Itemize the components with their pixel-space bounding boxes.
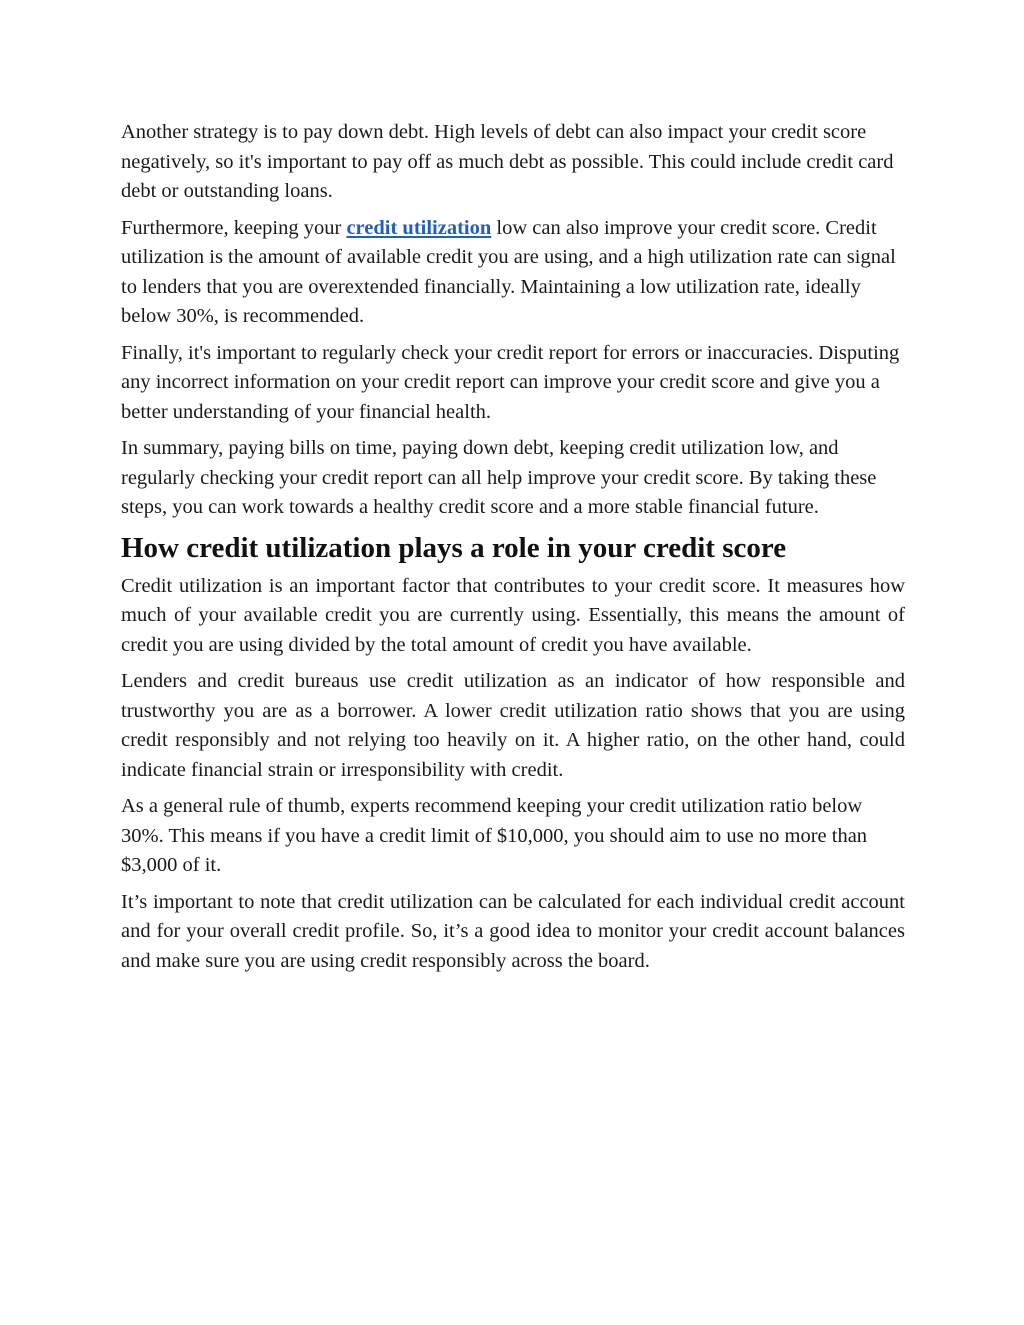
paragraph-check-credit-report: Finally, it's important to regularly check your credit report for errors or inaccuracies. Disputing any incorrect information on your credit report can improve your credit score and give you a better understanding of your financial health. (121, 341, 900, 423)
paragraph-text-before-link: Furthermore, keeping your (121, 216, 347, 239)
paragraph-utilization-definition: Credit utilization is an important factor that contributes to your credit score. It measures how much of your available credit you are currently using. Essentially, this means the amount of credit you are using divided by the total amount of credit you have available. (121, 574, 905, 656)
section-heading: How credit utilization plays a role in your credit score (121, 531, 787, 564)
paragraph-text-after-link: low can also improve your credit score. Credit utilization is the amount of available credit you are using, and a high utilization rate can signal to lenders that you are overextended financially. Maintaining a low utilization rate, ideally below 30%, is recommended. (121, 216, 896, 327)
credit-utilization-link[interactable]: credit utilization (346, 216, 492, 239)
document-body (121, 118, 905, 983)
paragraph-rule-of-thumb: As a general rule of thumb, experts recommend keeping your credit utilization ratio below 30%. This means if you have a credit limit of $10,000, you should aim to use no more than $3,000 of it. (121, 795, 868, 876)
paragraph-credit-utilization-intro (121, 214, 905, 332)
paragraph-summary: In summary, paying bills on time, paying down debt, keeping credit utilization low, and regularly checking your credit report can all help improve your credit score. By taking these steps, you can work towards a healthy credit score and a more stable financial future. (121, 437, 877, 518)
paragraph-lenders-indicator: Lenders and credit bureaus use credit utilization as an indicator of how responsible and trustworthy you are as a borrower. A lower credit utilization ratio shows that you are using credit responsibly and not relying too heavily on it. A higher ratio, on the other hand, could indicate financial strain or irresponsibility with credit. (121, 670, 905, 781)
paragraph-individual-accounts: It’s important to note that credit utilization can be calculated for each individual credit account and for your overall credit profile. So, it’s a good idea to monitor your credit account balances and make sure you are using credit responsibly across the board. (121, 890, 905, 972)
paragraph-pay-down-debt: Another strategy is to pay down debt. High levels of debt can also impact your credit score negatively, so it's important to pay off as much debt as possible. This could include credit card debt or outstanding loans. (121, 121, 894, 202)
